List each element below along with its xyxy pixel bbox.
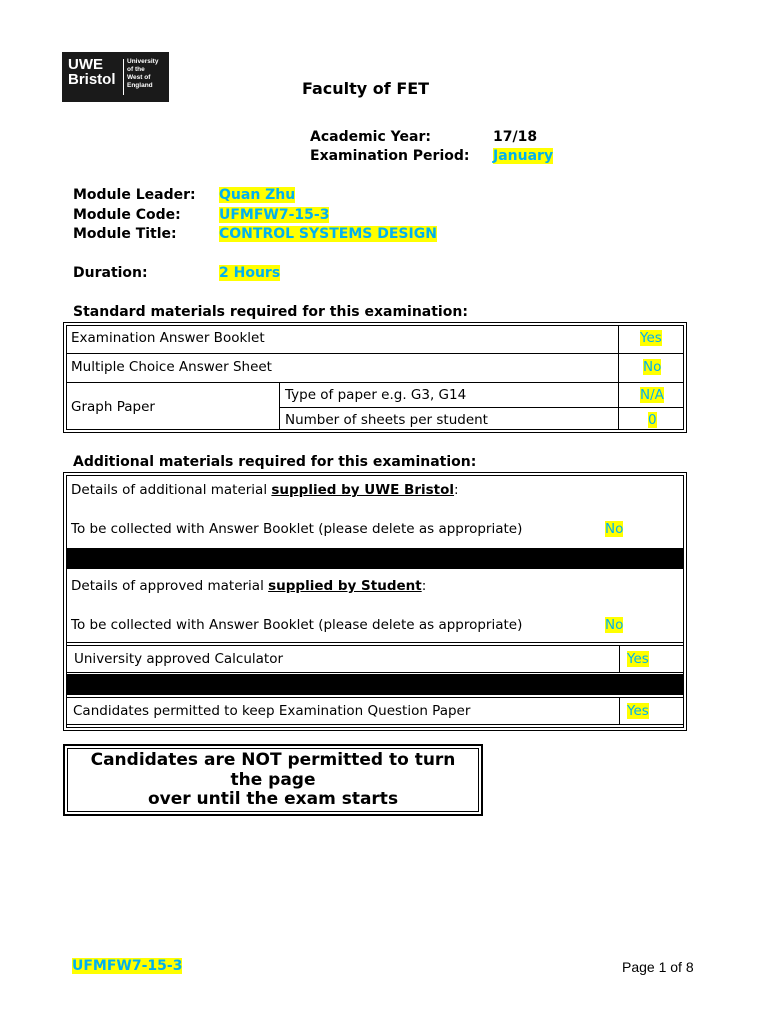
table-divider — [618, 325, 619, 430]
sheets-per-student-label: Number of sheets per student — [285, 412, 488, 428]
footer-module-code: UFMFW7-15-3 — [72, 958, 183, 974]
uwe-details-emphasis: supplied by UWE Bristol — [271, 482, 455, 498]
logo-wordmark — [68, 57, 116, 87]
section-separator — [66, 548, 684, 569]
exam-start-notice — [63, 744, 483, 816]
calculator-label: University approved Calculator — [74, 651, 284, 667]
notice-line: over until the exam starts — [147, 789, 399, 809]
uwe-supplied-details — [71, 482, 459, 498]
table-divider — [66, 382, 684, 383]
answer-booklet-value: Yes — [640, 330, 662, 346]
logo-divider — [123, 59, 124, 95]
page-title: Faculty of FET — [302, 79, 430, 98]
sheets-per-student-value: 0 — [648, 412, 657, 428]
table-divider — [279, 407, 684, 408]
student-collect-label: To be collected with Answer Booklet (please delete as appropriate) — [71, 617, 523, 633]
table-divider — [66, 353, 684, 354]
logo-line-bristol: Bristol — [68, 71, 116, 88]
student-details-suffix: : — [421, 578, 427, 594]
module-title-value: CONTROL SYSTEMS DESIGN — [219, 226, 437, 242]
mc-sheet-label: Multiple Choice Answer Sheet — [71, 359, 272, 375]
keep-paper-label: Candidates permitted to keep Examination Question Paper — [73, 703, 471, 719]
additional-materials-title: Additional materials required for this examination: — [73, 454, 477, 470]
paper-type-value: N/A — [640, 387, 664, 403]
notice-line: Candidates are NOT permitted to turn — [90, 750, 456, 770]
paper-type-label: Type of paper e.g. G3, G14 — [285, 387, 467, 403]
logo-sub-line: University — [127, 58, 159, 65]
uwe-collect-label: To be collected with Answer Booklet (please delete as appropriate) — [71, 521, 523, 537]
student-details-emphasis: supplied by Student — [268, 578, 422, 594]
uwe-collect-value: No — [605, 521, 624, 537]
logo-subtext — [127, 58, 158, 90]
uwe-bristol-logo — [62, 52, 169, 102]
logo-line-uwe: UWE — [68, 56, 103, 73]
module-code-value: UFMFW7-15-3 — [219, 207, 330, 223]
calculator-value: Yes — [627, 651, 649, 667]
duration-value: 2 Hours — [219, 265, 281, 281]
academic-year-label: Academic Year: — [310, 129, 431, 145]
keep-paper-value: Yes — [627, 703, 649, 719]
graph-paper-label: Graph Paper — [71, 399, 155, 415]
table-divider — [66, 642, 684, 643]
student-supplied-details — [71, 578, 426, 594]
student-collect-value: No — [605, 617, 624, 633]
table-divider — [279, 382, 280, 430]
uwe-details-suffix: : — [454, 482, 459, 498]
duration-label: Duration: — [73, 265, 148, 281]
examination-period-label: Examination Period: — [310, 148, 470, 164]
section-separator — [66, 674, 684, 695]
examination-period-value: January — [493, 148, 554, 164]
module-code-label: Module Code: — [73, 207, 181, 223]
mc-sheet-value: No — [643, 359, 662, 375]
module-title-label: Module Title: — [73, 226, 177, 242]
uwe-details-prefix: Details of additional material — [71, 482, 272, 498]
academic-year-value: 17/18 — [493, 129, 538, 145]
page-number: Page 1 of 8 — [622, 959, 694, 975]
module-leader-value: Quan Zhu — [219, 187, 296, 203]
table-divider — [619, 697, 620, 725]
logo-sub-line: of the — [127, 66, 145, 73]
standard-materials-title: Standard materials required for this examination: — [73, 304, 468, 320]
module-leader-label: Module Leader: — [73, 187, 196, 203]
answer-booklet-label: Examination Answer Booklet — [71, 330, 265, 346]
logo-sub-line: England — [127, 82, 153, 89]
logo-sub-line: West of — [127, 74, 151, 81]
notice-line: the page — [230, 769, 316, 790]
student-details-prefix: Details of approved material — [71, 578, 269, 594]
